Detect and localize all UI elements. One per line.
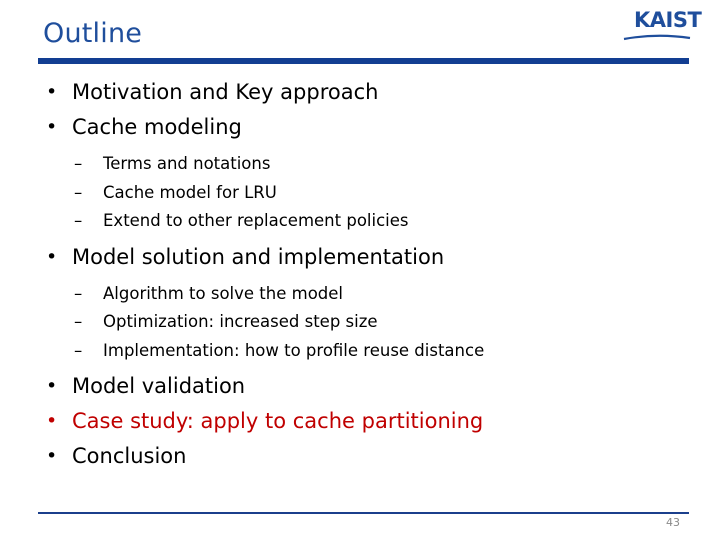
sub-item-lru: [0, 180, 720, 209]
model-solution-subitems: [0, 281, 720, 367]
page-number: 43: [666, 516, 680, 529]
dash-icon: –: [74, 154, 83, 173]
dash-icon: –: [74, 283, 83, 303]
dash-icon: –: [74, 340, 83, 360]
dash-icon: –: [74, 312, 83, 331]
logo-text: KAIST: [634, 8, 702, 32]
sub-item-label: Cache model for LRU: [103, 182, 277, 202]
outline-item-validation: [0, 370, 720, 405]
outline-item-cache-modeling: [0, 111, 720, 146]
logo-swoosh-icon: [622, 30, 692, 42]
slide-title: Outline: [43, 18, 143, 49]
kaist-logo: [622, 8, 702, 42]
outline-item-label: Conclusion: [72, 444, 187, 468]
outline-item-model-solution: [0, 241, 720, 276]
bullet-icon: •: [46, 445, 58, 467]
outline-item-label: Motivation and Key approach: [72, 80, 379, 104]
dash-icon: –: [74, 211, 83, 230]
bullet-icon: •: [46, 116, 58, 138]
sub-item-label: Implementation: how to profile reuse distance: [103, 340, 485, 360]
sub-item-extend: [0, 208, 720, 237]
outline-item-motivation: [0, 76, 720, 111]
sub-item-label: Terms and notations: [103, 154, 271, 173]
outline-item-label: Model validation: [72, 374, 246, 398]
sub-item-label: Extend to other replacement policies: [103, 211, 409, 230]
cache-modeling-subitems: [0, 151, 720, 237]
dash-icon: –: [74, 182, 83, 202]
outline-item-case-study: [0, 405, 720, 440]
outline-item-label: Cache modeling: [72, 115, 242, 139]
outline-item-label: Model solution and implementation: [72, 244, 445, 269]
footer-divider: [38, 512, 689, 514]
sub-item-implementation: [0, 338, 720, 367]
sub-item-algorithm: [0, 281, 720, 310]
outline-list: [0, 76, 720, 475]
bullet-icon: •: [46, 410, 58, 432]
sub-item-label: Optimization: increased step size: [103, 312, 378, 331]
sub-item-terms: [0, 151, 720, 180]
outline-item-label: Case study: apply to cache partitioning: [72, 409, 484, 433]
title-divider: [38, 58, 689, 64]
bullet-icon: •: [46, 375, 58, 397]
bullet-icon: •: [46, 81, 58, 103]
outline-item-conclusion: [0, 440, 720, 475]
sub-item-optimization: [0, 309, 720, 338]
sub-item-label: Algorithm to solve the model: [103, 283, 343, 303]
bullet-icon: •: [46, 245, 58, 268]
